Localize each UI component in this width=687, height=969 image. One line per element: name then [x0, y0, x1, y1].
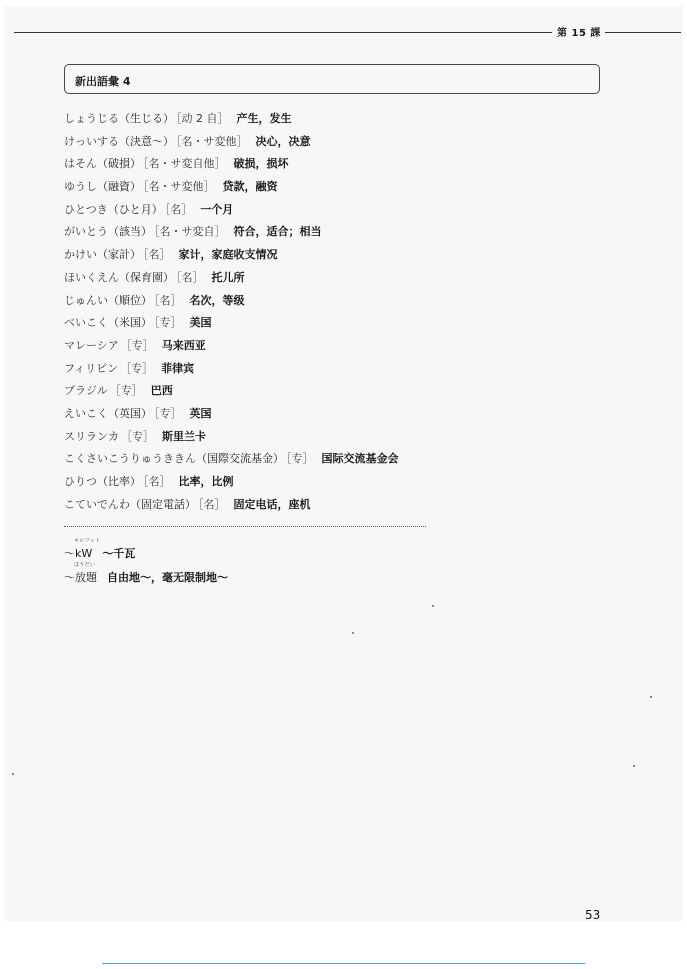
lesson-label: 第 15 課 — [557, 28, 601, 39]
scan-speck — [12, 773, 14, 775]
vocab-tag: ［专］ — [109, 384, 143, 398]
vocab-reading: べいこく — [64, 316, 108, 330]
vocab-kanji: （順位） — [108, 293, 152, 307]
vocab-meaning: 家计，家庭收支情况 — [178, 248, 278, 262]
vocab-tag: ［专］ — [121, 429, 154, 443]
vocab-meaning: 比率，比例 — [178, 475, 234, 488]
bottom-rule — [102, 963, 585, 964]
vocab-meaning: 固定电话，座机 — [233, 497, 311, 511]
vocab-kanji: （国際交流基金） — [196, 452, 284, 466]
vocab-meaning: 托儿所 — [211, 270, 245, 284]
section-title-box — [64, 64, 600, 94]
vocab-kanji: （家計） — [97, 248, 141, 262]
scan-speck — [633, 765, 635, 767]
extra-term: 〜放題 — [64, 571, 97, 584]
vocab-meaning: 国际交流基金会 — [321, 452, 399, 466]
extra-term: 〜kW — [64, 547, 93, 560]
vocab-reading: けっいする — [64, 134, 119, 148]
vocab-meaning: 一个月 — [200, 202, 234, 216]
vocab-kanji: （固定電話） — [130, 497, 196, 511]
vocab-tag: ［名］ — [198, 497, 226, 511]
vocab-entry — [64, 176, 624, 199]
vocab-reading: かけい — [64, 248, 97, 262]
vocab-tag: ［名・サ変自他］ — [143, 157, 226, 171]
vocab-entry — [64, 244, 624, 267]
vocab-meaning: 产生，发生 — [236, 112, 292, 125]
vocab-meaning: 马来西亚 — [161, 338, 206, 352]
vocab-tag: ［名］ — [143, 475, 171, 488]
vocab-meaning: 贷款，融资 — [222, 180, 278, 194]
vocab-tag: ［专］ — [154, 316, 182, 330]
vocab-entry — [64, 380, 624, 403]
vocab-tag: ［名・サ変自］ — [154, 225, 226, 239]
vocab-tag: ［专］ — [154, 406, 182, 420]
vocab-kanji: （ひと月） — [107, 202, 163, 216]
vocab-reading: ひりつ — [64, 475, 97, 488]
vocab-meaning: 菲律宾 — [161, 361, 195, 375]
vocab-entry — [64, 471, 624, 494]
vocab-meaning: 名次，等级 — [189, 293, 245, 307]
vocab-entry — [64, 358, 624, 381]
vocab-reading: ほいくえん — [64, 270, 119, 284]
vocab-reading: こていでんわ — [64, 497, 130, 511]
vocab-tag: ［名］ — [164, 202, 193, 216]
vocab-reading: はそん — [64, 157, 97, 171]
vocab-entry — [64, 494, 624, 517]
vocab-tag: ［专］ — [120, 361, 154, 375]
vocab-kanji: （生じる） — [119, 112, 174, 125]
vocab-kanji: （比率） — [97, 475, 141, 488]
vocab-reading: こくさいこうりゅうききん — [64, 452, 196, 466]
header-rule — [14, 32, 552, 33]
vocab-meaning: 巴西 — [150, 384, 173, 398]
vocab-tag: ［名］ — [143, 248, 171, 262]
vocab-reading: がいとう — [64, 225, 108, 239]
vocab-kanji: （該当） — [108, 225, 152, 239]
vocab-kanji: （米国） — [108, 316, 152, 330]
vocab-reading: フィリピン — [64, 361, 119, 375]
vocab-reading: ブラジル — [64, 384, 108, 398]
vocab-meaning: 破损，损坏 — [233, 157, 289, 171]
vocab-kanji: （決意〜） — [119, 134, 174, 148]
furigana: キロワット — [74, 538, 101, 544]
vocab-reading: マレーシア — [64, 338, 119, 352]
vocab-reading: スリランカ — [64, 429, 119, 443]
vocab-tag: ［名］ — [176, 270, 204, 284]
vocab-reading: ひとつき — [64, 202, 108, 216]
vocab-kanji: （融資） — [97, 180, 141, 194]
vocab-entry — [64, 153, 624, 176]
vocab-meaning: 英国 — [189, 406, 212, 420]
vocab-entry — [64, 221, 624, 244]
header-rule — [605, 32, 681, 33]
vocab-entry — [64, 335, 624, 358]
dotted-divider — [64, 526, 426, 527]
vocab-meaning: 符合，适合；相当 — [233, 225, 322, 239]
extra-meaning: 〜千瓦 — [102, 547, 136, 560]
scan-speck — [650, 696, 652, 698]
vocab-reading: しょうじる — [64, 112, 119, 125]
vocab-list — [64, 108, 624, 516]
extra-vocab-line — [64, 569, 228, 585]
vocab-kanji: （保育園） — [119, 270, 174, 284]
vocab-meaning: 决心，决意 — [255, 134, 311, 148]
vocab-reading: じゅんい — [64, 293, 108, 307]
vocab-reading: ゆうし — [64, 180, 97, 194]
extra-meaning: 自由地〜，毫无限制地〜 — [107, 571, 228, 584]
vocab-tag: ［名・サ変他］ — [176, 134, 248, 148]
vocab-tag: ［名・サ変他］ — [143, 180, 215, 194]
page-number: 53 — [585, 908, 601, 922]
vocab-entry — [64, 131, 624, 154]
scan-speck — [432, 605, 434, 607]
vocab-entry — [64, 267, 624, 290]
furigana: ほうだい — [74, 562, 96, 568]
vocab-entry — [64, 312, 624, 335]
vocab-tag: ［专］ — [286, 452, 314, 466]
vocab-tag: ［名］ — [154, 293, 182, 307]
vocab-entry — [64, 403, 624, 426]
scan-speck — [352, 632, 354, 634]
vocab-reading: えいこく — [64, 406, 108, 420]
vocab-entry — [64, 199, 624, 222]
extra-vocab-line — [64, 545, 135, 561]
vocab-entry — [64, 108, 624, 131]
vocab-meaning: 斯里兰卡 — [162, 429, 206, 443]
section-title: 新出語彙 4 — [75, 75, 131, 88]
vocab-tag: ［动 2 自］ — [176, 112, 229, 125]
vocab-kanji: （英国） — [108, 406, 152, 420]
vocab-kanji: （破損） — [97, 157, 141, 171]
vocab-meaning: 美国 — [189, 316, 212, 330]
vocab-entry — [64, 290, 624, 313]
vocab-entry — [64, 448, 624, 471]
vocab-tag: ［专］ — [120, 338, 154, 352]
vocab-entry — [64, 426, 624, 449]
